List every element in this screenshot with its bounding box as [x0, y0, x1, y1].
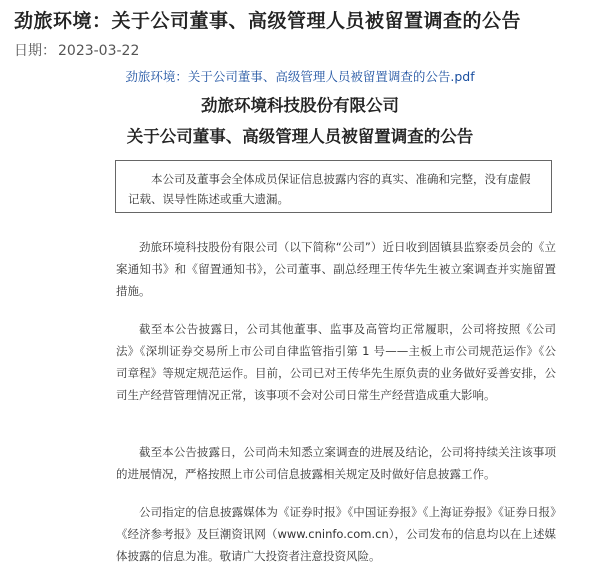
- pdf-download-link[interactable]: 劲旅环境：关于公司董事、高级管理人员被留置调查的公告.pdf: [125, 69, 475, 84]
- body-paragraph: 截至本公告披露日，公司其他董事、监事及高管均正常履职，公司将按照《公司法》《深圳证券交易所上市公司自律监管指引第 1 号——主板上市公司规范运作》《公司章程》等规定规范运作。目前，公司已对王传华先生原负责的业务做好妥善安排，公司生产经营管理情况正常，该事项不会对公司日常生产经营造成重大影响。: [116, 322, 556, 402]
- body-paragraph: 公司指定的信息披露媒体为《证券时报》《中国证券报》《上海证券报》《证券日报》《经济参考报》及巨潮资讯网（www.cninfo.com.cn），公司发布的信息均以在上述媒体披露的信息为准。敬请广大投资者注意投资风险。: [116, 505, 556, 563]
- publish-date-line: [14, 40, 139, 60]
- notice-title: 关于公司董事、高级管理人员被留置调查的公告: [126, 127, 474, 146]
- page-title: 劲旅环境：关于公司董事、高级管理人员被留置调查的公告: [14, 10, 522, 32]
- publish-date: 2023-03-22: [58, 43, 140, 59]
- body-paragraph: 劲旅环境科技股份有限公司（以下简称“公司”）近日收到固镇县监察委员会的《立案通知书》和《留置通知书》，公司董事、副总经理王传华先生被立案调查并实施留置措施。: [116, 240, 556, 298]
- body-paragraph: 截至本公告披露日，公司尚未知悉立案调查的进展及结论，公司将持续关注该事项的进展情况，严格按照上市公司信息披露相关规定及时做好信息披露工作。: [116, 445, 556, 481]
- date-label: 日期：: [14, 43, 56, 59]
- disclaimer-box: 本公司及董事会全体成员保证信息披露内容的真实、准确和完整，没有虚假记载、误导性陈述或重大遗漏。: [115, 160, 552, 213]
- company-name: 劲旅环境科技股份有限公司: [201, 96, 399, 115]
